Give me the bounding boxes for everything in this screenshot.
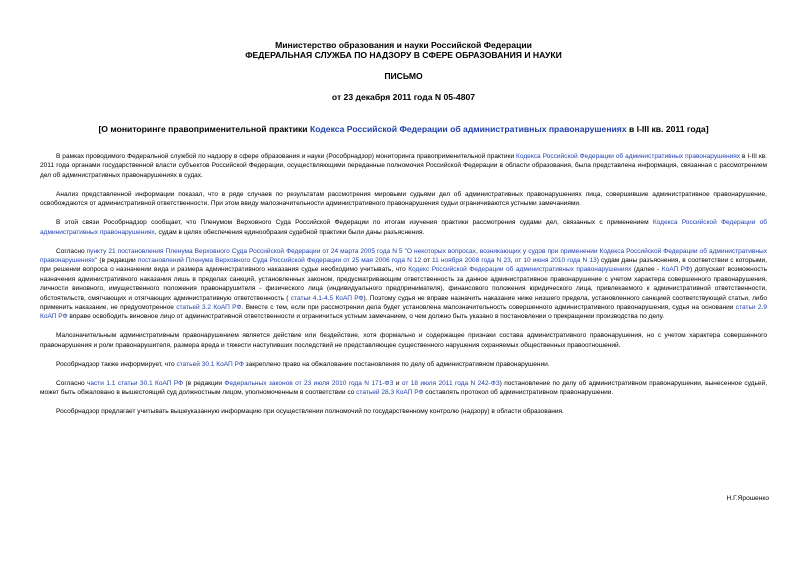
- document-date-number: от 23 декабря 2011 года N 05-4807: [331, 92, 476, 102]
- koap-link[interactable]: КоАП РФ: [661, 266, 690, 274]
- document-title: [40, 124, 767, 135]
- ministry-name: Министерство образования и науки Российской Федерации: [275, 40, 532, 50]
- title-suffix: в I-III кв. 2011 года]: [626, 124, 709, 134]
- code-link[interactable]: Кодекса Российской Федерации об административных правонарушениях: [40, 219, 767, 236]
- title-code-link[interactable]: Кодекса Российской Федерации об административных правонарушениях: [309, 124, 627, 134]
- text: и: [393, 379, 402, 387]
- paragraph-3: [40, 218, 767, 237]
- text: от: [421, 257, 432, 265]
- document-type: ПИСЬМО: [384, 71, 423, 81]
- text: вправе освободить виновное лицо от административной ответственности и ограничиться устным замечанием, о чем должно быть указано в постановлении о прекращении производства по делу.: [67, 313, 665, 321]
- plenum-2006-link[interactable]: постановлений Пленума Верховного Суда Российской Федерации от 25 мая 2006 года N 12: [137, 257, 422, 265]
- text: ) допускает возможность назначения административного наказания лишь в пределах санкций, установленных законом, предусматривающим ответственность за данное административное правонарушение с учетом характера совершенного правонарушения, личности виновного, имущественного положения правонарушителя - физического лица (индивидуального предпринимателя), финансового положения юридического лица, привлекаемого к административной ответственности, обстоятельств, смягчающих и отягчающих административную ответственность (: [40, 266, 768, 302]
- text: Согласно: [56, 247, 87, 255]
- document-header: [40, 40, 767, 102]
- article-28-3-link[interactable]: статьей 28.3 КоАП РФ: [356, 389, 424, 397]
- article-2-9-link[interactable]: статьи 2.9 КоАП РФ: [40, 304, 767, 321]
- paragraph-7: [40, 379, 767, 398]
- text: Рособрнадзор также информирует, что: [56, 360, 177, 368]
- articles-4-1-4-5-link[interactable]: статьи 4.1-4.5 КоАП РФ: [290, 294, 364, 302]
- plenum-resolution-link[interactable]: пункту 21 постановления Пленума Верховного Суда Российской Федерации от 24 марта 2005 года N 5 "О некоторых вопросах, возникающих у судов при применении Кодекса Российской Федерации об административных правонарушениях": [40, 247, 767, 265]
- article-30-1-part-1-1-link[interactable]: части 1.1 статьи 30.1 КоАП РФ: [86, 379, 184, 387]
- text: Малозначительным административным правонарушением является действие или бездействие, хотя формально и содержащее признаки состава административного правонарушения, но с учетом характера совершенного правонарушения и роли правонарушителя, размера вреда и тяжести наступивших последствий не представляющее существенного нарушения охраняемых общественных правоотношений.: [40, 332, 767, 349]
- text: (далее -: [631, 266, 662, 274]
- plenum-2008-link[interactable]: 11 ноября 2008 года N 23: [431, 257, 511, 265]
- service-name: ФЕДЕРАЛЬНАЯ СЛУЖБА ПО НАДЗОРУ В СФЕРЕ ОБРАЗОВАНИЯ И НАУКИ: [245, 50, 562, 60]
- paragraph-4: [40, 247, 767, 322]
- text: Анализ представленной информации показал, что в ряде случаев по результатам рассмотрения мировыми судьями дел об административных правонарушениях лица, совершившие административное правонарушение, освобождаются от административной ответственности. При этом ввиду малозначительности административного правонарушения судьи ограничиваются устными замечаниями.: [40, 190, 767, 208]
- text: (в редакции: [183, 379, 225, 387]
- signature: Н.Г.Ярошенко: [726, 495, 769, 502]
- text: , судам в целях обеспечения единообразия судебной практики были даны разъяснения.: [154, 228, 425, 236]
- plenum-2010-link[interactable]: от 10 июня 2010 года N 13: [514, 257, 597, 265]
- text: ,: [510, 257, 515, 265]
- text: ) судам даны разъяснения, в соответствии с которыми, при решении вопроса о назначении вида и размера административного наказания судье необходимо учитывать, что: [40, 257, 767, 274]
- text: В этой связи Рособрнадзор сообщает, что Пленумом Верховного Суда Российской Федерации по итогам изучения практики рассмотрения судами дел, связанных с применением: [56, 219, 653, 227]
- text: В рамках проводимого Федеральной службой по надзору в сфере образования и науки (Рособрнадзор) мониторинга правоприменительной практики: [56, 153, 517, 160]
- paragraph-5: [40, 331, 767, 350]
- paragraph-2: [40, 190, 767, 209]
- text: ). Поэтому судья не вправе назначить наказание ниже низшего предела, установленного санкцией соответствующей статьи, либо применить наказание, не предусмотренное: [40, 294, 767, 312]
- paragraph-8: [40, 407, 767, 416]
- title-prefix: [О мониторинге правоприменительной практики: [98, 124, 310, 134]
- document-body: [40, 152, 767, 417]
- code-link[interactable]: Кодекс Российской Федерации об административных правонарушениях: [408, 266, 632, 274]
- paragraph-1: [40, 152, 767, 180]
- article-30-1-link[interactable]: статьей 30.1 КоАП РФ: [176, 360, 244, 368]
- text: Согласно: [56, 379, 87, 387]
- federal-law-171-link[interactable]: Федеральных законов от 23 июля 2010 года N 171-ФЗ: [224, 379, 394, 387]
- federal-law-242-link[interactable]: от 18 июля 2011 года N 242-ФЗ: [401, 379, 500, 387]
- paragraph-6: [40, 360, 767, 369]
- text: (в редакции: [97, 257, 138, 265]
- text: ) постановление по делу об административном правонарушении, вынесенное судьей, может быть обжаловано в вышестоящий суд должностным лицом, уполномоченным в соответствии со: [40, 379, 768, 397]
- text: . Вместе с тем, если при рассмотрении дела будет установлена малозначительность совершенного административного правонарушения, судья на основании: [241, 304, 736, 312]
- text: в I-III кв. 2011 года органами государственной власти субъектов Российской Федерации, осуществляющими переданные полномочия Российской Федерации в области образования, была представлена информация, связанная с рассмотрением дел об административных правонарушениях в судах.: [40, 153, 767, 179]
- text: составлять протокол об административном правонарушении.: [423, 389, 614, 397]
- article-3-2-link[interactable]: статьей 3.2 КоАП РФ: [176, 304, 242, 312]
- text: Рособрнадзор предлагает учитывать вышеуказанную информацию при осуществлении полномочий по государственному контролю (надзору) в области образования.: [56, 408, 564, 416]
- code-link[interactable]: Кодекса Российской Федерации об административных правонарушениях: [516, 153, 741, 160]
- text: закреплено право на обжалование постановления по делу об административном правонарушении.: [243, 360, 550, 368]
